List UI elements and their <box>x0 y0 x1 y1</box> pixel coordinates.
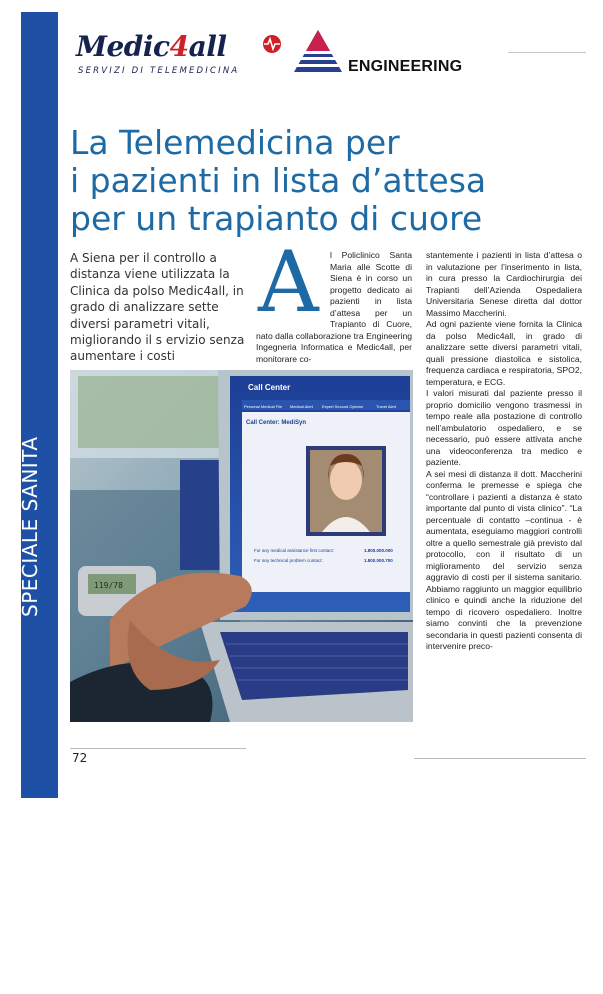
body-paragraph: A sei mesi di distanza il dott. Maccherini conferma le premesse e spiega che “controllare i pazienti a distanza è stato importante dal punto di vista clinico”. “La percentuale di contatto –continua - è aumentata, eseguiamo maggiori controlli oltre a quello semestrale già previsto dal protocollo, con il risultato di un miglioramento del servizio senza aggravio di costi per il sistema sanitario. Abbiamo raggiunto un maggior equilibrio clinico e quindi anche la riduzione del tempo di ricovero ospedaliero. Inoltre siamo convinti che la prevenzione secondaria in questi pazienti consenta di intervenire preco- <box>426 468 582 651</box>
laptop-keyboard <box>220 632 408 700</box>
engineering-wordmark: ENGINEERING <box>348 58 463 75</box>
title-line-2: i pazienti in lista d’attesa <box>70 161 487 200</box>
page-number: 72 <box>72 751 88 765</box>
header-rule <box>508 52 586 53</box>
screen-contact-number: 1.800.000.700 <box>364 558 393 563</box>
footer-rule-right <box>414 758 586 759</box>
screen-tab: Travel Alert <box>376 404 397 409</box>
screen-tab: Medical Alert <box>290 404 313 409</box>
screen-tab: Personal Medical File <box>244 404 283 409</box>
body-paragraph: stantemente i pazienti in lista d’attesa o in valutazione per l’inserimento in lista, in cura presso la Cardiochirurgia dei Trapianti dell’Azienda Ospedaliera Universitaria Senese diretta dal dottor Massimo Maccherini. <box>426 250 582 318</box>
section-label: SPECIALE SANITA <box>18 436 42 617</box>
drop-cap-space <box>256 250 330 326</box>
screen-contact-number: 1.800.000.000 <box>364 548 393 553</box>
screen-tab: Expert Second Opinion <box>322 404 364 409</box>
body-paragraph: Ad ogni paziente viene fornita la Clinica da polso Medic4all, in grado di analizzare sette diversi parametri vitali, quali pressione diastolica e sistolica, frequenza cardiaca e respiratoria, SPO2, temperatura, e ECG. <box>426 319 582 387</box>
article-title <box>70 124 550 238</box>
body-column-2 <box>426 250 582 740</box>
article-standfirst: A Siena per il controllo a distanza viene utilizzata la Clinica da polso Medic4all, in grado di analizzare sette diversi parametri vitali, migliorando il s ervizio senza aumentare i costi <box>70 251 245 364</box>
screen-window-title: Call Center <box>248 383 291 392</box>
window-trees <box>78 376 228 448</box>
footer-rule <box>70 748 246 749</box>
screen-panel-title: Call Center: MediSyn <box>246 420 307 426</box>
section-sidebar <box>18 12 58 798</box>
body-column-1 <box>256 250 412 365</box>
title-line-1: La Telemedicina per <box>70 123 400 162</box>
screen-contact-line: For any medical assistance first contact: <box>254 548 335 553</box>
drop-cap: A <box>258 233 319 331</box>
medic4all-wordmark: Medic4all <box>76 30 227 63</box>
engineering-logo <box>290 28 490 76</box>
medic4all-tagline: SERVIZI DI TELEMEDICINA <box>78 66 240 76</box>
body-column-1-text: l Policlinico Santa Maria alle Scotte di Siena è in corso un progetto dedicato ai pazienti in lista d’attesa per un Trapianto di Cuore, nato dalla collaborazione tra Engineering Ingegneria Informatica e Medic4all, per monitorare co- <box>256 250 412 364</box>
engineering-triangle-icon <box>290 28 346 76</box>
medic4all-logo <box>76 30 271 78</box>
article-photo <box>70 370 413 722</box>
title-line-3: per un trapianto di cuore <box>70 199 483 238</box>
wrist-device-reading: 119/78 <box>94 581 123 590</box>
woman-face <box>330 460 362 500</box>
body-paragraph: I valori misurati dal paziente presso il proprio domicilio vengono trasmessi in tempo reale alla postazione di controllo nell’ambulatorio ospedaliero, e se necessario, può essere attivata anche una videoconferenza tra medico e paziente. <box>426 388 582 467</box>
heartbeat-icon <box>262 34 282 54</box>
screen-contact-line: For any technical problem contact: <box>254 558 323 563</box>
